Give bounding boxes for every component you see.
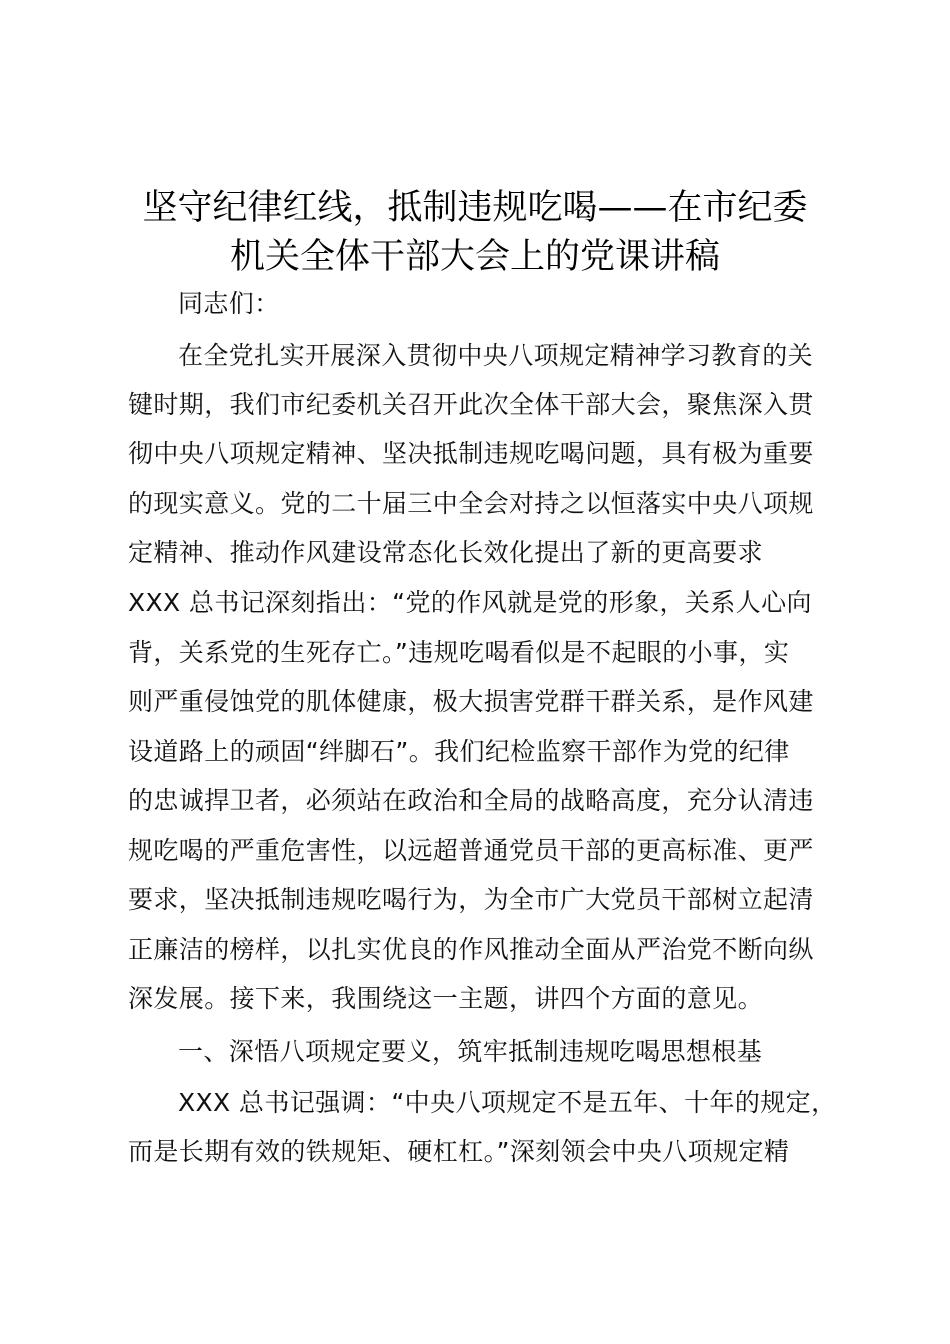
paragraph-1-line-7: 背，关系党的生死存亡。”违规吃喝看似是不起眼的小事，实 bbox=[128, 638, 790, 667]
paragraph-1-line-14: 深发展。接下来，我围绕这一主题，讲四个方面的意见。 bbox=[128, 984, 764, 1013]
paragraph-2-line-2: 而是长期有效的铁规矩、硬杠杠。”深刻领会中央八项规定精 bbox=[128, 1137, 790, 1166]
paragraph-1-line-1: 在全党扎实开展深入贯彻中央八项规定精神学习教育的关 bbox=[178, 341, 814, 370]
paragraph-1-line-6: XXX 总书记深刻指出：“党的作风就是党的形象，关系人心向 bbox=[128, 588, 812, 617]
paragraph-1-line-3: 彻中央八项规定精神、坚决抵制违规吃喝问题，具有极为重要 bbox=[128, 439, 814, 468]
paragraph-1-line-11: 规吃喝的严重危害性，以远超普通党员干部的更高标准、更严 bbox=[128, 836, 814, 865]
paragraph-1-line-5: 定精神、推动作风建设常态化长效化提出了新的更高要求 bbox=[128, 538, 764, 567]
paragraph-1-line-13: 正廉洁的榜样，以扎实优良的作风推动全面从严治党不断向纵 bbox=[128, 935, 814, 964]
section-1-heading: 一、深悟八项规定要义，筑牢抵制违规吃喝思想根基 bbox=[178, 1037, 763, 1066]
document-title-line-2: 机关全体干部大会上的党课讲稿 bbox=[229, 237, 720, 277]
paragraph-1-line-2: 键时期，我们市纪委机关召开此次全体干部大会，聚焦深入贯 bbox=[128, 390, 814, 419]
paragraph-1-line-9: 设道路上的顽固“绊脚石”。我们纪检监察干部作为党的纪律 bbox=[128, 737, 790, 766]
paragraph-2-line-1: XXX 总书记强调：“中央八项规定不是五年、十年的规定， bbox=[178, 1088, 837, 1117]
salutation: 同志们： bbox=[178, 289, 280, 318]
paragraph-1-line-4: 的现实意义。党的二十届三中全会对持之以恒落实中央八项规 bbox=[128, 489, 814, 518]
paragraph-1-line-10: 的忠诚捍卫者，必须站在政治和全局的战略高度，充分认清违 bbox=[128, 786, 814, 815]
paragraph-1-line-12: 要求，坚决抵制违规吃喝行为，为全市广大党员干部树立起清 bbox=[128, 885, 814, 914]
document-title-line-1: 坚守纪律红线，抵制违规吃喝——在市纪委 bbox=[142, 188, 808, 228]
paragraph-1-line-8: 则严重侵蚀党的肌体健康，极大损害党群干群关系，是作风建 bbox=[128, 687, 814, 716]
